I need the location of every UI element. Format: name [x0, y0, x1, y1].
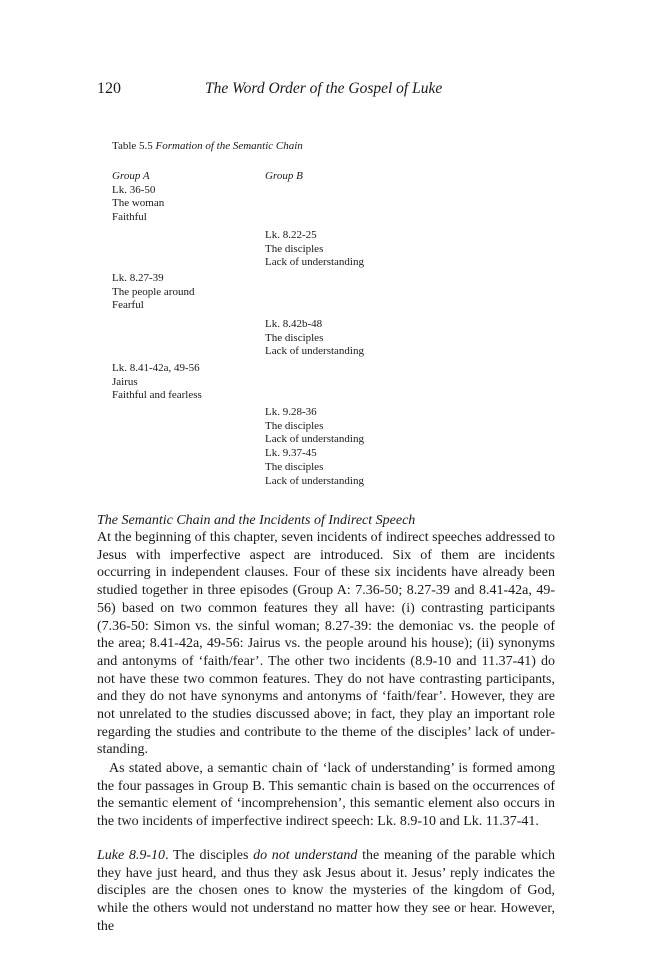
group-a-header: Group A [112, 170, 150, 182]
paragraph-text: the meaning of the parable which they have just heard, and thus they ask Jesus about it. Jesus’ reply indicates the disciples are the chosen ones to know the mysteries of the kingdom of God, while the others would not understand no matter how they see or hear. However, the [97, 848, 555, 934]
table-line: Lack of understanding [265, 433, 364, 446]
table-line: Lack of understanding [265, 256, 364, 269]
group-b-header: Group B [265, 170, 303, 182]
table-line: The disciples [265, 331, 324, 344]
table-caption-title: Formation of the Semantic Chain [155, 140, 303, 152]
table-line: Lk. 9.37-45 [265, 447, 317, 460]
table-line: Fearful [112, 299, 144, 312]
body-paragraph [97, 847, 555, 936]
table-line: The disciples [265, 419, 324, 432]
emphasis-text: do not understand [253, 848, 358, 863]
table-line: Lk. 8.41-42a, 49-56 [112, 362, 200, 374]
table-line: The disciples [265, 460, 324, 473]
table-line: The woman [112, 197, 165, 210]
table-cell-group-a-3 [112, 362, 202, 403]
table-line: Lk. 9.28-36 [265, 406, 317, 418]
running-title: The Word Order of the Gospel of Luke [205, 80, 443, 97]
section-heading: The Semantic Chain and the Incidents of Indirect Speech [97, 513, 416, 528]
passage-reference: Luke 8.9-10 [97, 848, 166, 863]
table-caption-label: Table 5.5 [112, 140, 153, 152]
table-line: Jairus [112, 375, 138, 388]
table-line: Lk. 8.42b-48 [265, 318, 323, 330]
table-cell-group-b-1 [265, 229, 364, 270]
table-line: Faithful and fearless [112, 389, 202, 402]
paragraph-text: . The disciples [165, 848, 254, 863]
page-number: 120 [97, 80, 121, 97]
table-caption [112, 140, 303, 152]
table-line: Lk. 8.27-39 [112, 272, 164, 284]
table-cell-group-a-1 [112, 170, 164, 225]
table-cell-group-a-2 [112, 272, 194, 313]
table-line: The disciples [265, 242, 324, 255]
table-line: Lk. 8.22-25 [265, 229, 317, 241]
table-line: Faithful [112, 211, 147, 224]
table-header-group-b [265, 170, 303, 184]
body-paragraph: As stated above, a semantic chain of ‘lack of understanding’ is formed among the four passages in Group B. This semantic chain is based on the occurrences of the semantic element of ‘incomprehension’, this semantic element also occurs in the two incidents of imperfective indirect speech: Lk. 8.9-10 and Lk. 11.37-41. [97, 761, 555, 830]
table-line: Lk. 36-50 [112, 183, 156, 196]
table-line: Lack of understanding [265, 474, 364, 487]
table-line: The people around [112, 285, 195, 298]
body-paragraph: At the beginning of this chapter, seven incidents of indirect speeches addressed to Jesus with imperfective aspect are introduced. Six of them are incidents occurring in independent clauses. Four of these six incidents have already been studied together in three episodes (Group A: 7.36-50; 8.27-39 and 8.41-42a, 49-56) based on two common features they all have: (i) contrasting participants (7.36-50: Simon vs. the sinful woman; 8.27-39: the demoniac vs. the people of the area; 8.41-42a, 49-56: Jairus vs. the people around his house); (ii) synonyms and antonyms of ‘faith/fear’. The other two incidents (8.9-10 and 11.37-41) do not have these two common features. They do not have contrasting participants, and they do not have synonyms and antonyms of ‘faith/fear’. However, they are not unrelated to the studies discussed above; in fact, they play an important role regarding the studies and contribute to the theme of the disciples’ lack of under-standing. [97, 530, 555, 758]
table-cell-group-b-2 [265, 318, 364, 359]
table-line: Lack of understanding [265, 345, 364, 358]
table-cell-group-b-3 [265, 406, 364, 488]
